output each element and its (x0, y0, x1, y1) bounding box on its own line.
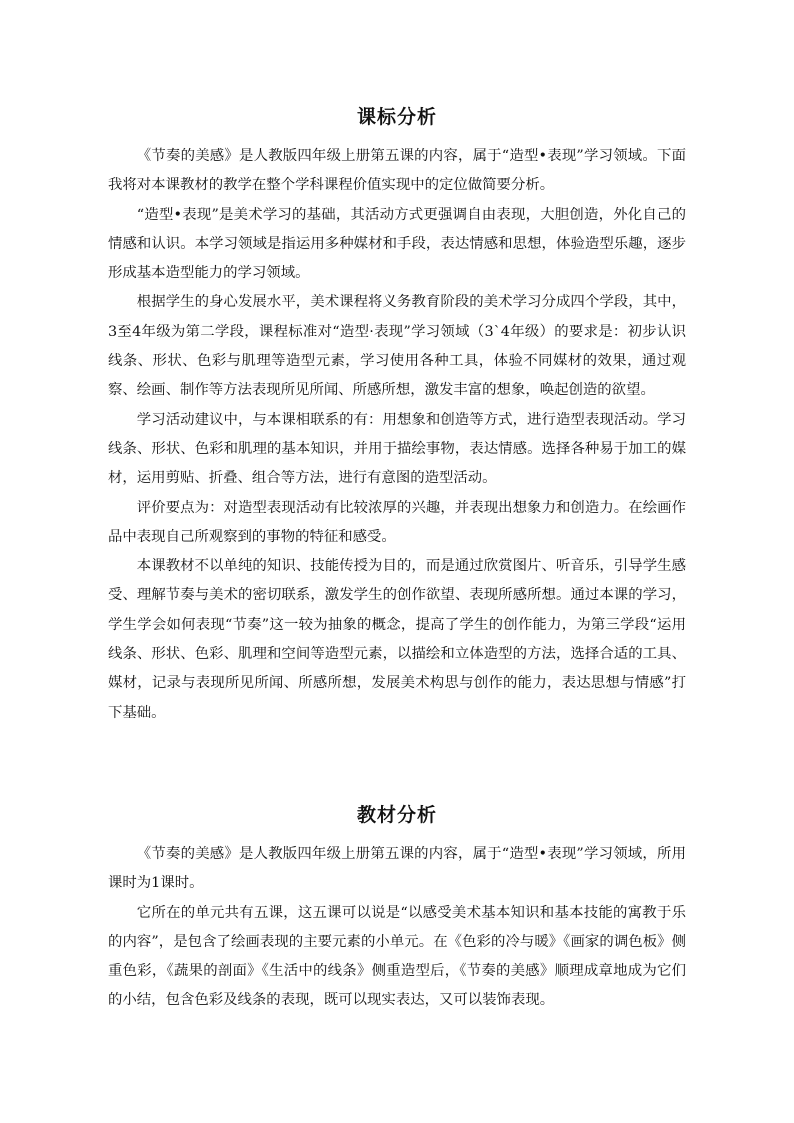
paragraph: “造型•表现”是美术学习的基础，其活动方式更强调自由表现，大胆创造，外化自己的情感和认识。本学习领域是指运用多种媒材和手段，表达情感和思想，体验造型乐趣，逐步形成基本造型能力的学习领域。 (108, 206, 686, 282)
section-title: 课标分析 (356, 106, 437, 128)
paragraph: 本课教材不以单纯的知识、技能传授为目的，而是通过欣赏图片、听音乐，引导学生感受、理解节奏与美术的密切联系，激发学生的创作欲望、表现所感所想。通过本课的学习，学生学会如何表现“节奏”这一较为抽象的概念，提高了学生的创作能力，为第三学段“运用线条、形状、色彩、肌理和空间等造型元素，以描绘和立体造型的方法，选择合适的工具、媒材，记录与表现所见所闻、所感所想，发展美术构思与创作的能力，表达思想与情感”打下基础。 (108, 558, 686, 721)
paragraph: 《节奏的美感》是人教版四年级上册第五课的内容，属于“造型•表现”学习领域，所用课时为1课时。 (108, 846, 686, 892)
section-curriculum-analysis (108, 100, 686, 728)
section-title: 教材分析 (356, 804, 437, 826)
paragraph: 《节奏的美感》是人教版四年级上册第五课的内容，属于“造型•表现”学习领域。下面我将对本课教材的教学在整个学科课程价值实现中的定位做简要分析。 (108, 148, 686, 194)
paragraph: 学习活动建议中，与本课相联系的有：用想象和创造等方式，进行造型表现活动。学习线条、形状、色彩和肌理的基本知识，并用于描绘事物，表达情感。选择各种易于加工的媒材，运用剪贴、折叠、组合等方法，进行有意图的造型活动。 (108, 411, 686, 487)
paragraph: 根据学生的身心发展水平，美术课程将义务教育阶段的美术学习分成四个学段，其中，3至4年级为第二学段，课程标准对“造型·表现”学习领域（3`4年级）的要求是：初步认识线条、形状、色彩与肌理等造型元素，学习使用各种工具，体验不同媒材的效果，通过观察、绘画、制作等方法表现所见所闻、所感所想，激发丰富的想象，唤起创造的欲望。 (108, 294, 686, 399)
paragraph: 评价要点为：对造型表现活动有比较浓厚的兴趣，并表现出想象力和创造力。在绘画作品中表现自己所观察到的事物的特征和感受。 (108, 499, 686, 545)
paragraph: 它所在的单元共有五课，这五课可以说是“以感受美术基本知识和基本技能的寓教于乐的内容”，是包含了绘画表现的主要元素的小单元。在《色彩的冷与暖》《画家的调色板》侧重色彩，《蔬果的剖面》《生活中的线条》侧重造型后，《节奏的美感》顺理成章地成为它们的小结，包含色彩及线条的表现，既可以现实表达，又可以装饰表现。 (108, 904, 686, 1009)
section-textbook-analysis (108, 798, 686, 1016)
